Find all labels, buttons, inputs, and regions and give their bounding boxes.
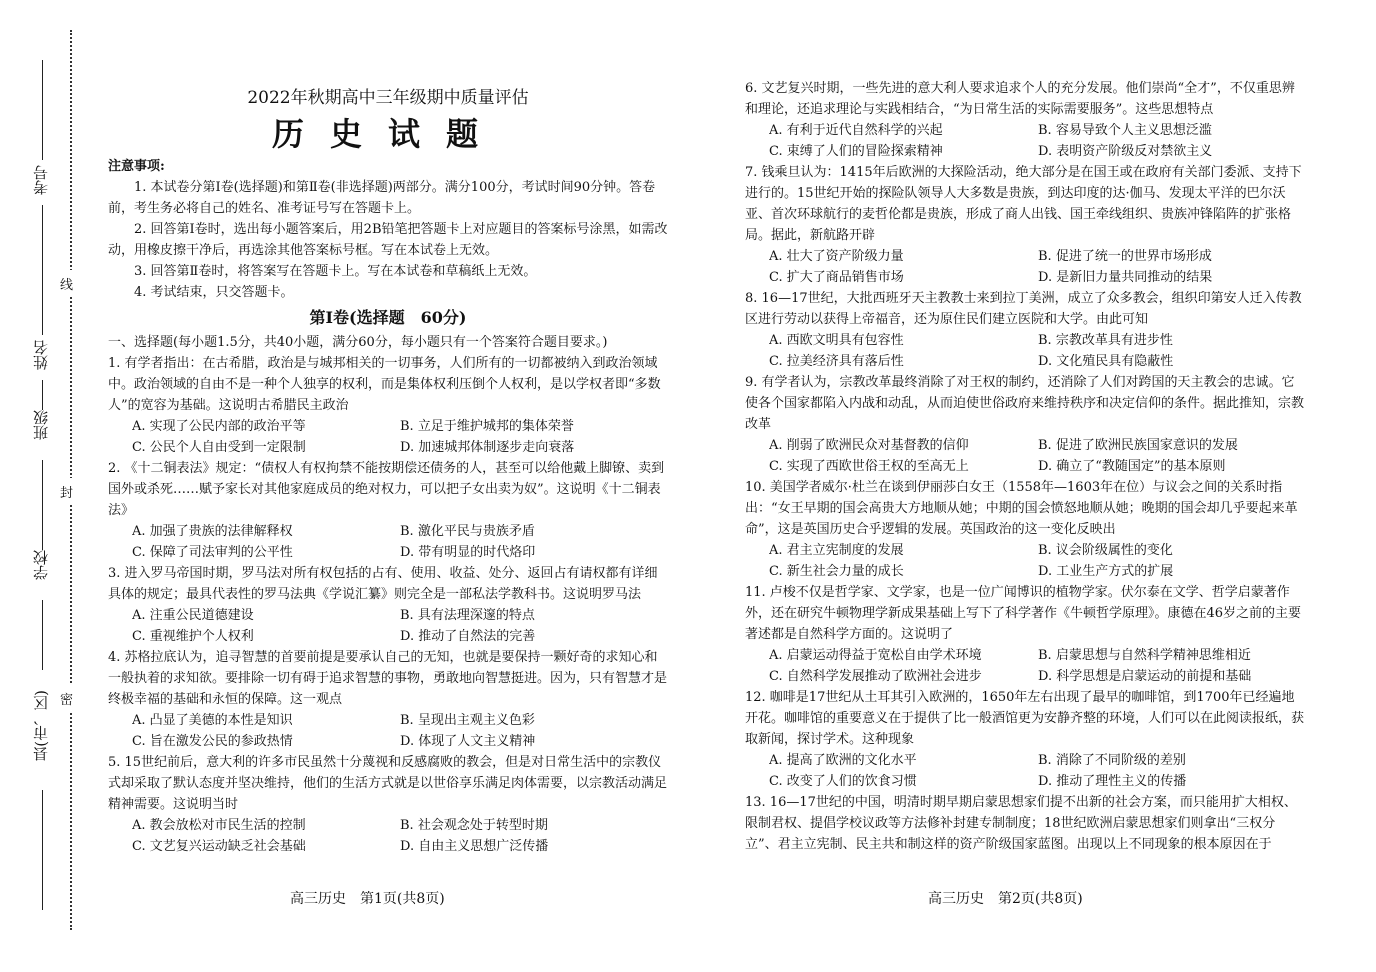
question (745, 687, 1307, 792)
blank-line (42, 460, 43, 550)
question (108, 752, 668, 857)
question-stem: 9. 有学者认为，宗教改革最终消除了对王权的制约，还消除了人们对跨国的天主教会的忠诚。它使各个国家都陷入内战和动乱，从而迫使世俗政府来维持秩序和决定信仰的条件。据此推知，宗教改革 (745, 375, 1305, 432)
option-a: A. 注重公民道德建设 (132, 608, 254, 623)
question-stem: 4. 苏格拉底认为，追寻智慧的首要前提是要承认自己的无知，也就是要保持一颗好奇的求知心和一般执着的求知欲。要排除一切有碍于追求智慧的事物，勇敢地向智慧挺进。因为，只有智慧才是终极幸福的基础和永恒的保障。这一观点 (108, 650, 668, 707)
question (745, 792, 1307, 855)
question (108, 647, 668, 752)
question-stem: 3. 进入罗马帝国时期，罗马法对所有权包括的占有、使用、收益、处分、返回占有请权都有详细具体的规定；最具代表性的罗马法典《学说汇纂》则完全是一部私法学教科书。这说明罗马法 (108, 566, 658, 602)
option-c: C. 扩大了商品销售市场 (769, 270, 904, 285)
option-d: D. 工业生产方式的扩展 (1038, 564, 1174, 579)
question (745, 162, 1307, 288)
option-b: B. 促进了欧洲民族国家意识的发展 (1038, 438, 1238, 453)
option-d: D. 加速城邦体制逐步走向衰落 (400, 440, 575, 455)
question-stem: 6. 文艺复兴时期，一些先进的意大利人要求追求个人的充分发展。他们崇尚“全才”，不仅重思辨和理论，还追求理论与实践相结合，“为日常生活的实际需要服务”。这些思想特点 (745, 81, 1295, 117)
option-c: C. 自然科学发展推动了欧洲社会进步 (769, 669, 982, 684)
blank-line (42, 600, 43, 670)
option-a: A. 西欧文明具有包容性 (769, 333, 904, 348)
name-label: 姓名 (32, 340, 50, 370)
question-stem: 12. 咖啡是17世纪从土耳其引入欧洲的，1650年左右出现了最早的咖啡馆，到1700年已经遍地开花。咖啡馆的重要意义在于提供了比一般酒馆更为安静齐整的环境，人们可以在此阅读报纸，获取新闻，探讨学术。这种现象 (745, 690, 1305, 747)
option-d: D. 体现了人文主义精神 (400, 734, 536, 749)
exam-number-label: 考号 (32, 165, 50, 195)
option-b: B. 立足于维护城邦的集体荣誉 (400, 419, 574, 434)
question-stem: 8. 16—17世纪，大批西班牙天主教教士来到拉丁美洲，成立了众多教会，组织印第安人迁入传教区进行劳动以获得上帝福音，还为原住民们建立医院和大学。由此可知 (745, 291, 1302, 327)
option-a: A. 有利于近代自然科学的兴起 (769, 123, 943, 138)
question (745, 288, 1307, 372)
option-b: B. 宗教改革具有进步性 (1038, 333, 1173, 348)
option-c: C. 束缚了人们的冒险探索精神 (769, 144, 943, 159)
option-d: D. 自由主义思想广泛传播 (400, 839, 549, 854)
notes-heading: 注意事项: (108, 159, 165, 174)
note-item: 2. 回答第Ⅰ卷时，选出每小题答案后，用2B铅笔把答题卡上对应题目的答案标号涂黑，如需改动，用橡皮擦干净后，再选涂其他答案标号框。写在本试卷上无效。 (108, 222, 668, 258)
option-d: D. 科学思想是启蒙运动的前提和基础 (1038, 669, 1252, 684)
option-a: A. 壮大了资产阶级力量 (769, 249, 904, 264)
page-footer-right: 高三历史 第2页(共8页) (928, 891, 1083, 907)
seal-char-secret: 密 (60, 685, 73, 712)
question-stem: 1. 有学者指出：在古希腊，政治是与城邦相关的一切事务，人们所有的一切都被纳入到政治领域中。政治领域的自由不是一种个人独享的权利，而是集体权利压倒个人权利，是以学权者即“多数人”的宽容为基础。这说明古希腊民主政治 (108, 356, 661, 413)
question-stem: 7. 钱乘旦认为：1415年后欧洲的大探险活动，绝大部分是在国王或在政府有关部门委派、支持下进行的。15世纪开始的探险队领导人大多数是贵族，到达印度的达·伽马、发现太平洋的巴尔沃亚、首次环球航行的麦哲伦都是贵族，形成了商人出钱、国王牵线组织、贵族冲锋陷阵的扩张格局。据此，新航路开辟 (745, 165, 1302, 243)
option-a: A. 实现了公民内部的政治平等 (132, 419, 306, 434)
option-b: B. 容易导致个人主义思想泛滥 (1038, 123, 1212, 138)
option-c: C. 公民个人自由受到一定限制 (132, 440, 306, 455)
section-instruction: 一、选择题(每小题1.5分，共40小题，满分60分，每小题只有一个答案符合题目要求。) (108, 335, 608, 350)
option-d: D. 表明资产阶级反对禁欲主义 (1038, 144, 1213, 159)
school-label: 学校 (32, 550, 50, 580)
option-b: B. 呈现出主观主义色彩 (400, 713, 535, 728)
option-b: B. 具有法理深邃的特点 (400, 608, 535, 623)
question (108, 458, 668, 563)
county-label: 县(市、区) (32, 690, 50, 762)
note-item: 1. 本试卷分第Ⅰ卷(选择题)和第Ⅱ卷(非选择题)两部分。满分100分，考试时间90分钟。答卷前，考生务必将自己的姓名、准考证号写在答题卡上。 (108, 180, 656, 216)
question-stem: 2. 《十二铜表法》规定：“债权人有权拘禁不能按期偿还债务的人，甚至可以给他戴上脚镣、卖到国外或杀死……赋予家长对其他家庭成员的绝对权力，可以把子女出卖为奴”。这说明《十二铜表法》 (108, 461, 665, 518)
question (745, 372, 1307, 477)
question (108, 563, 668, 647)
blank-line (42, 205, 43, 335)
option-d: D. 推动了自然法的完善 (400, 629, 536, 644)
question (745, 582, 1307, 687)
class-label: 班级 (32, 410, 50, 440)
exam-title: 2022年秋期高中三年级期中质量评估 (247, 88, 529, 108)
option-d: D. 是新旧力量共同推动的结果 (1038, 270, 1213, 285)
option-d: D. 确立了“教随国定”的基本原则 (1038, 459, 1226, 474)
option-d: D. 推动了理性主义的传播 (1038, 774, 1187, 789)
option-b: B. 启蒙思想与自然科学精神思维相近 (1038, 648, 1251, 663)
option-c: C. 拉美经济具有落后性 (769, 354, 904, 369)
question-stem: 5. 15世纪前后，意大利的许多市民虽然十分蔑视和反感腐败的教会，但是对日常生活中的宗教仪式却采取了默认态度并坚决维持，他们的生活方式就是以世俗享乐满足肉体需要，以宗教活动满足精神需要。这说明当时 (108, 755, 668, 812)
option-b: B. 促进了统一的世界市场形成 (1038, 249, 1212, 264)
option-c: C. 重视维护个人权利 (132, 629, 254, 644)
question (108, 353, 668, 458)
page-footer-left: 高三历史 第1页(共8页) (290, 891, 445, 907)
option-a: A. 提高了欧洲的文化水平 (769, 753, 917, 768)
question (745, 477, 1307, 582)
seal-char-line: 线 (60, 270, 73, 297)
option-d: D. 带有明显的时代烙印 (400, 545, 536, 560)
option-a: A. 启蒙运动得益于宽松自由学术环境 (769, 648, 982, 663)
section-title: 第Ⅰ卷(选择题 60分) (309, 308, 467, 327)
note-item: 3. 回答第Ⅱ卷时，将答案写在答题卡上。写在本试卷和草稿纸上无效。 (134, 264, 537, 279)
option-d: D. 文化殖民具有隐蔽性 (1038, 354, 1174, 369)
option-c: C. 旨在激发公民的参政热情 (132, 734, 293, 749)
option-c: C. 保障了司法审判的公平性 (132, 545, 293, 560)
subject-title: 历史试题 (271, 115, 504, 153)
option-a: A. 削弱了欧洲民众对基督教的信仰 (769, 438, 969, 453)
question-stem: 13. 16—17世纪的中国，明清时期早期启蒙思想家们提不出新的社会方案，而只能用扩大相权、限制君权、提倡学校议政等方法修补封建专制制度；18世纪欧洲启蒙思想家们则拿出“三权分立”、君主立宪制、民主共和制这样的资产阶级国家蓝图。出现以上不同现象的根本原因在于 (745, 795, 1297, 852)
question-stem: 11. 卢梭不仅是哲学家、文学家，也是一位广闻博识的植物学家。伏尔泰在文学、哲学启蒙著作外，还在研究牛顿物理学新成果基础上写下了科学著作《牛顿哲学原理》。康德在46岁之前的主要著述都是自然科学方面的。这说明了 (745, 585, 1302, 642)
right-page (745, 78, 1307, 855)
option-a: A. 凸显了美德的本性是知识 (132, 713, 293, 728)
option-a: A. 教会放松对市民生活的控制 (132, 818, 306, 833)
option-c: C. 新生社会力量的成长 (769, 564, 904, 579)
option-b: B. 议会阶级属性的变化 (1038, 543, 1173, 558)
seal-char-seal: 封 (60, 478, 73, 505)
option-c: C. 改变了人们的饮食习惯 (769, 774, 917, 789)
option-b: B. 消除了不同阶级的差别 (1038, 753, 1186, 768)
note-item: 4. 考试结束，只交答题卡。 (134, 285, 294, 300)
option-a: A. 君主立宪制度的发展 (769, 543, 904, 558)
left-page (108, 78, 668, 857)
question (745, 78, 1307, 162)
option-a: A. 加强了贵族的法律解释权 (132, 524, 293, 539)
option-c: C. 实现了西欧世俗王权的至高无上 (769, 459, 969, 474)
option-c: C. 文艺复兴运动缺乏社会基础 (132, 839, 306, 854)
blank-line (42, 60, 43, 160)
option-b: B. 社会观念处于转型时期 (400, 818, 548, 833)
option-b: B. 激化平民与贵族矛盾 (400, 524, 535, 539)
binding-margin (0, 0, 95, 972)
blank-line (42, 790, 43, 910)
blank-line (42, 380, 43, 410)
question-stem: 10. 美国学者威尔·杜兰在谈到伊丽莎白女王（1558年—1603年在位）与议会之间的关系时指出：“女王早期的国会高贵大方地顺从她；中期的国会愤怒地顺从她；晚期的国会却几乎要起来革命”，这是英国历史合乎逻辑的发展。英国政治的这一变化反映出 (745, 480, 1298, 537)
